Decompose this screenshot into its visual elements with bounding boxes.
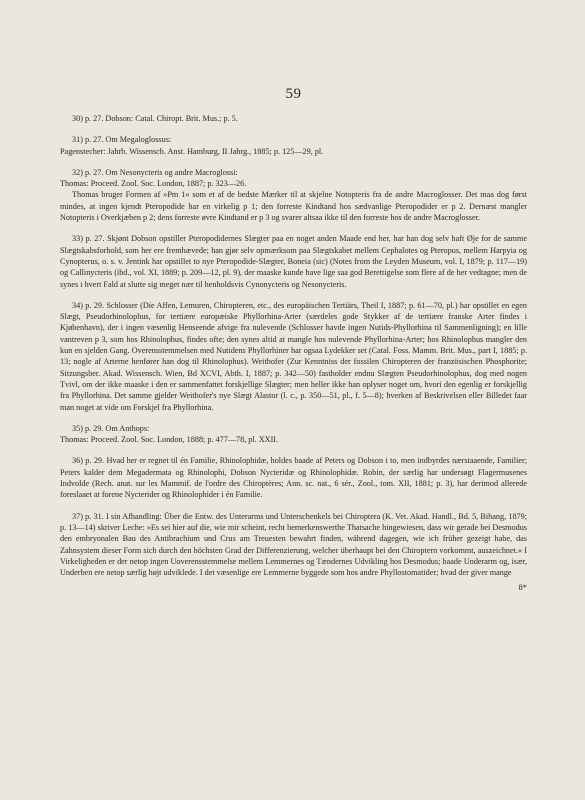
note-37-paragraph: 37) p. 31. I sin Afhandling: Über die Entw. des Unterarms und Unterschenkels bei Chiroptera (K. Vet. Akad. Handl., Bd. 5, Bihang, 1879; p. 13—14) skriver Leche: »Es sei hier auf die, wie mir scheint, recht bemerkenswerthe Thatsache hingewiesen, dass wir gerade bei Desmodus den embryonalen Bau des Antibrachium und Crus am Treuesten bewahrt finden, während dagegen, wie ich früher gezeigt habe, das Zahnsystem dieser Form sich durch den höchsten Grad der Differenzierung, welcher überhaupt bei den Chiroptern vorkommt, auszeichnet.« I Virkeligheden er der netop ingen Uoverensstemmelse mellem Lemmernes og Tændernes Udvikling hos Desmodus; baade Underarm og, især, Underben ere netop særlig højt udviklede. I det væsenlige ere Lemmerne byggede som hos andre Phyllostomatider; hvad der giver mange	[60, 511, 527, 578]
note-33-paragraph: 33) p. 27. Skjønt Dobson opstiller Pteropodidernes Slægter paa en noget anden Maade end her, har han dog selv haft Øje for de samme Slægtskabsforhold, som her ere fremhævede; han gjør selv opmærksom paa Slægtskabet mellem Cephalotes og Pteropus, mellem Harpyia og Cynopterus, o. s. v. Jentink har opstillet to nye Pteropodide-Slægter, Boneia (sic) (Notes from the Leyden Museum, vol. I, 1879; p. 117—19) og Callinycteris (ibd., vol. XI, 1889; p. 209—12, pl. 9), der maaske kunde have lige saa god Berettigelse som flere af de her vedtagne; men de synes i hvert Fald at slutte sig meget nær til henholdsvis Cynonycteris og Nesonycteris.	[60, 234, 527, 289]
note-36-paragraph: 36) p. 29. Hvad her er regnet til én Familie, Rhinolophidæ, holdes baade af Peters og Dobson i to, men indbyrdes nærstaaende, Familier; Peters kalder dem Megadermata og Rhinolophi, Dobson Nycteridæ og Rhinolophidæ. Robin, der særlig har undersøgt Flagermusenes Indvolde (Rech. anat. sur les Mammif. de l'ordre des Chiroptères; Ann. sc. nat., 6 sér., Zool., tom. XII, 1881; p. 3), har derimod allerede foreslaaet at forene Nycterider og Rhinolophider i én Familie.	[60, 456, 527, 500]
note-30-line: 30) p. 27. Dobson: Catal. Chiropt. Brit. Mus.; p. 5.	[72, 114, 238, 123]
note-32-paragraph: Thomas bruger Formen af »Pm 1« som et af de bedste Mærker til at skjelne Notopteris fra de andre Macroglosser. Det maa dog først mindes, at ingen kjendt Pteropodide har en virkelig p 1; den forreste Kindtand hos sædvanlige Pteropodider er p 2. Dernæst mangler Notopteris i Overkjæben p 2; dens forreste øvre Kindtand er p 3 og svarer altsaa ikke til den forreste hos de andre Macroglosser.	[60, 190, 527, 223]
note-30	[60, 113, 527, 124]
note-31-citation: Pagenstecher: Jahrb. Wissensch. Anst. Hamburg, II Jahrg., 1885; p. 125—29, pl.	[60, 146, 324, 156]
sheet-signature: 8*	[518, 582, 527, 593]
note-37	[60, 511, 527, 579]
note-31-heading: 31) p. 27. Om Megaloglossus:	[72, 135, 172, 145]
note-33	[60, 233, 527, 289]
note-32-citation: Thomas: Proceed. Zool. Soc. London, 1887; p. 323—26.	[60, 179, 247, 189]
note-35-heading: 35) p. 29. Om Anthops:	[72, 423, 150, 433]
note-31	[60, 134, 527, 157]
note-32	[60, 167, 527, 223]
note-35	[60, 423, 527, 446]
note-34	[60, 300, 527, 413]
note-34-paragraph: 34) p. 29. Schlosser (Die Affen, Lemuren, Chiropteren, etc., des europäischen Tertiärs, Theil I, 1887; p. 61—70, pl.) har opstillet en egen Slægt, Pseudorhinolophus, for tertiære europæiske Phyllorhina-Arter (særdeles gode Stykker af de tertiære franske Arter findes i Kjøbenhavn), der i ingen væsenlig Henseende afvige fra nulevende (Schlosser havde ingen Nutids-Phyllorhina til Sammenligning); en lille vantreven p 3, som hos Rhinolophus, findes ofte; den synes altid at mangle hos nulevende Phyllorhina-Arter; hos Rhinolophus mangler den kun en sjelden Gang. Overensstemmelsen med Nutidens Phyllorhiner har ogsaa Lydekker set (Catal. Foss. Mamm. Brit. Mus., part I, 1885; p. 13; nogle af Arterne henfører han dog til Rhinolophus). Weithofer (Zur Kenntniss der fossilen Chiropteren der französischen Phosphorite; Sitzungsber. Akad. Wissensch. Wien, Bd XCVI, Abth. I, 1887; p. 342—50) fastholder endnu Slægten Pseudorhinolophus, dog med nogen Tvivl, om der ikke maaske i den er sammenfattet forskjellige Slægter; men heller ikke han oplyser noget om, hvori den egenlig er forskjellig fra Phyllorhina. Det samme gjelder Weithofer's nye Slægt Alastor (l. c., p. 350—51, pl., f. 5—8); hverken af Beskrivelsen eller Billedet faar man noget at vide om Forskjel fra Phyllorhina.	[60, 300, 527, 412]
note-35-citation: Thomas: Proceed. Zool. Soc. London, 1888; p. 477—78, pl. XXII.	[60, 435, 279, 445]
note-36	[60, 455, 527, 500]
note-32-heading: 32) p. 27. Om Nesonycteris og andre Macroglossi:	[72, 167, 238, 177]
page-number: 59	[285, 86, 302, 102]
